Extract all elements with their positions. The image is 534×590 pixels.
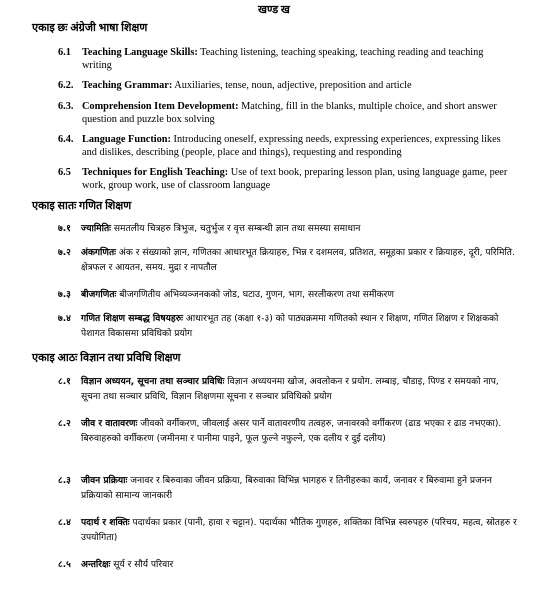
item-number: ८.१ <box>58 377 71 387</box>
item-text: बीजगणितीय अभिव्यञ्जनकको जोड, घटाउ, गुणन, भाग, सरलीकरण तथा समीकरण <box>116 290 394 300</box>
item-heading: बीजगणितः <box>81 290 117 300</box>
item-number: ८.२ <box>58 419 71 429</box>
item-heading: गणित शिक्षण सम्बद्ध विषयहरुः <box>81 314 183 324</box>
item-text: पदार्थका प्रकार (पानी, हावा र चट्टान). पदार्थका भौतिक गुणहरु, शक्तिका विभिन्न स्वरुपहरु (परिचय, महत्व, स्रोतहरु र उपयोगिता) <box>81 518 517 543</box>
list-item <box>58 312 520 341</box>
item-text: सूर्य र सौर्य परिवार <box>110 560 174 570</box>
item-text: जीवको वर्गीकरण, जीवलाई असर पार्ने वातावरणीय तत्वहरु, जनावरको वर्गीकरण (ढाड भएका र ढाड नभएका). बिरुवाहरुको वर्गीकरण (जमीनमा र पानीमा पाइने, फूल फुल्ने नफुल्ने, एक दलीय र दुई दलीय) <box>81 419 502 444</box>
item-heading: विज्ञान अध्ययन, सूचना तथा सञ्चार प्रविधिः <box>81 377 225 387</box>
item-heading: Language Function: <box>82 134 171 145</box>
item-number: ७.१ <box>58 224 71 234</box>
item-heading: पदार्थ र शक्तिः <box>81 518 130 528</box>
list-item <box>58 46 514 73</box>
list-item <box>58 558 520 573</box>
item-heading: जीव र वातावरणः <box>81 419 138 429</box>
item-text: Introducing oneself, expressing needs, expressing experiences, expressing likes and dislikes, describing (people, place and things), requesting and responding <box>82 134 501 159</box>
unit-title-8: एकाइ आठः विज्ञान तथा प्रविधि शिक्षण <box>32 352 181 364</box>
item-number: 6.3. <box>58 101 74 112</box>
item-heading: अन्तरिक्षः <box>81 560 111 570</box>
list-item <box>58 375 520 404</box>
item-text: आधारभूत तह (कक्षा १-३) को पाठ्यक्रममा गणितको स्थान र शिक्षण, गणित शिक्षण र शिक्षकको पेशागत विकासमा प्रविधिको प्रयोग <box>81 314 499 339</box>
item-text: Matching, fill in the blanks, multiple choice, and short answer question and puzzle box solving <box>82 101 497 126</box>
list-item <box>58 100 514 127</box>
item-heading: Comprehension Item Development: <box>82 101 239 112</box>
list-item <box>58 222 520 237</box>
item-number: 6.4. <box>58 134 74 145</box>
item-heading: ज्यामितिः <box>81 224 112 234</box>
item-text: Use of text book, preparing lesson plan, using language game, peer work, group work, use of classroom language <box>82 167 508 192</box>
unit-title-7: एकाइ सातः गणित शिक्षण <box>32 200 132 212</box>
item-number: 6.5 <box>58 167 71 178</box>
item-number: ७.३ <box>58 290 71 300</box>
list-item <box>58 417 520 446</box>
list-item <box>58 474 520 503</box>
item-text: विज्ञान अध्ययनमा खोज, अवलोकन र प्रयोग. लम्बाइ, चौडाइ, पिण्ड र समयको नाप, सूचना तथा सञ्चार प्रविधि, विज्ञान शिक्षणमा सूचना र सञ्चार प्रविधिको प्रयोग <box>81 377 499 402</box>
item-heading: Teaching Grammar: <box>82 80 173 91</box>
item-text: समतलीय चित्रहरु त्रिभुज, चतुर्भुज र वृत्त सम्बन्धी ज्ञान तथा समस्या समाधान <box>111 224 361 234</box>
list-item <box>58 516 520 545</box>
section-heading: खण्ड ख <box>258 4 290 16</box>
list-item <box>58 79 514 92</box>
unit-title-6: एकाइ छः अंग्रेजी भाषा शिक्षण <box>32 22 148 34</box>
item-number: ७.४ <box>58 314 71 324</box>
item-text: Teaching listening, teaching speaking, teaching reading and teaching writing <box>82 47 484 72</box>
item-number: ७.२ <box>58 248 71 258</box>
item-number: ८.५ <box>58 560 71 570</box>
list-item <box>58 166 514 193</box>
item-text: जनावर र बिरुवाका जीवन प्रक्रिया, बिरुवाका विभिन्न भागहरु र तिनीहरुका कार्य, जनावर र बिरुवामा हुने प्रजनन प्रक्रियाको सामान्य जानकारी <box>81 476 492 501</box>
item-heading: Teaching Language Skills: <box>82 47 198 58</box>
item-number: ८.४ <box>58 518 71 528</box>
item-heading: Techniques for English Teaching: <box>82 167 229 178</box>
list-item <box>58 246 520 275</box>
item-number: 6.1 <box>58 47 71 58</box>
item-number: 6.2. <box>58 80 74 91</box>
item-number: ८.३ <box>58 476 71 486</box>
item-heading: जीवन प्रक्रियाः <box>81 476 128 486</box>
item-text: अंक र संख्याको ज्ञान, गणितका आधारभूत क्रियाहरु, भिन्न र दशमलव, प्रतिशत, समूहका प्रकार र क्रियाहरु, दूरी, परिमिति. क्षेत्रफल र आयतन, समय. मुद्रा र नापतौल <box>81 248 515 273</box>
item-heading: अंकगणितः <box>81 248 117 258</box>
list-item <box>58 288 520 303</box>
item-text: Auxiliaries, tense, noun, adjective, preposition and article <box>172 80 412 91</box>
list-item <box>58 133 514 160</box>
